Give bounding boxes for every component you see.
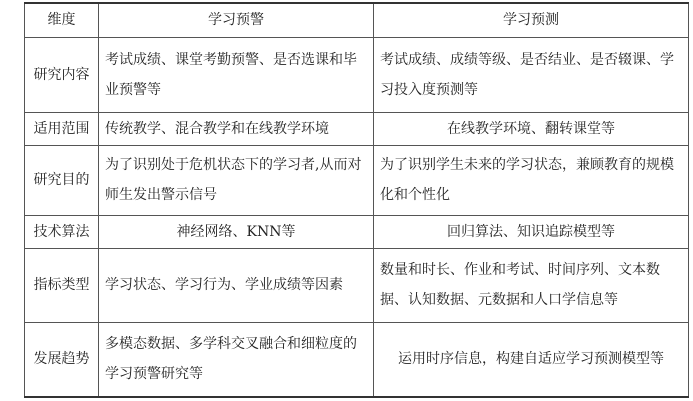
row-dimension: 研究内容 bbox=[25, 37, 99, 112]
warning-cell: 考试成绩、课堂考勤预警、是否选课和毕业预警等 bbox=[99, 37, 374, 112]
table-row bbox=[25, 37, 689, 112]
prediction-cell: 为了识别学生未来的学习状态，兼顾教育的规模化和个性化 bbox=[374, 145, 689, 215]
prediction-cell: 运用时序信息，构建自适应学习预测模型等 bbox=[374, 322, 689, 397]
row-dimension: 研究目的 bbox=[25, 145, 99, 215]
row-dimension: 指标类型 bbox=[25, 248, 99, 322]
prediction-cell: 在线教学环境、翻转课堂等 bbox=[374, 112, 689, 145]
warning-cell: 学习状态、学习行为、学业成绩等因素 bbox=[99, 248, 374, 322]
table-row bbox=[25, 215, 689, 248]
table-row bbox=[25, 112, 689, 145]
header-learning-warning: 学习预警 bbox=[99, 3, 374, 37]
header-row bbox=[25, 3, 689, 37]
header-learning-prediction: 学习预测 bbox=[374, 3, 689, 37]
prediction-cell: 考试成绩、成绩等级、是否结业、是否辍课、学习投入度预测等 bbox=[374, 37, 689, 112]
warning-cell: 多模态数据、多学科交叉融合和细粒度的学习预警研究等 bbox=[99, 322, 374, 397]
table-row bbox=[25, 145, 689, 215]
header-dimension: 维度 bbox=[25, 3, 99, 37]
row-dimension: 适用范围 bbox=[25, 112, 99, 145]
row-dimension: 发展趋势 bbox=[25, 322, 99, 397]
warning-cell: 传统教学、混合教学和在线教学环境 bbox=[99, 112, 374, 145]
table-row bbox=[25, 322, 689, 397]
prediction-cell: 回归算法、知识追踪模型等 bbox=[374, 215, 689, 248]
table-row bbox=[25, 248, 689, 322]
warning-cell: 神经网络、KNN等 bbox=[99, 215, 374, 248]
row-dimension: 技术算法 bbox=[25, 215, 99, 248]
prediction-cell: 数量和时长、作业和考试、时间序列、文本数据、认知数据、元数据和人口学信息等 bbox=[374, 248, 689, 322]
warning-cell: 为了识别处于危机状态下的学习者,从而对师生发出警示信号 bbox=[99, 145, 374, 215]
comparison-table bbox=[24, 2, 689, 398]
